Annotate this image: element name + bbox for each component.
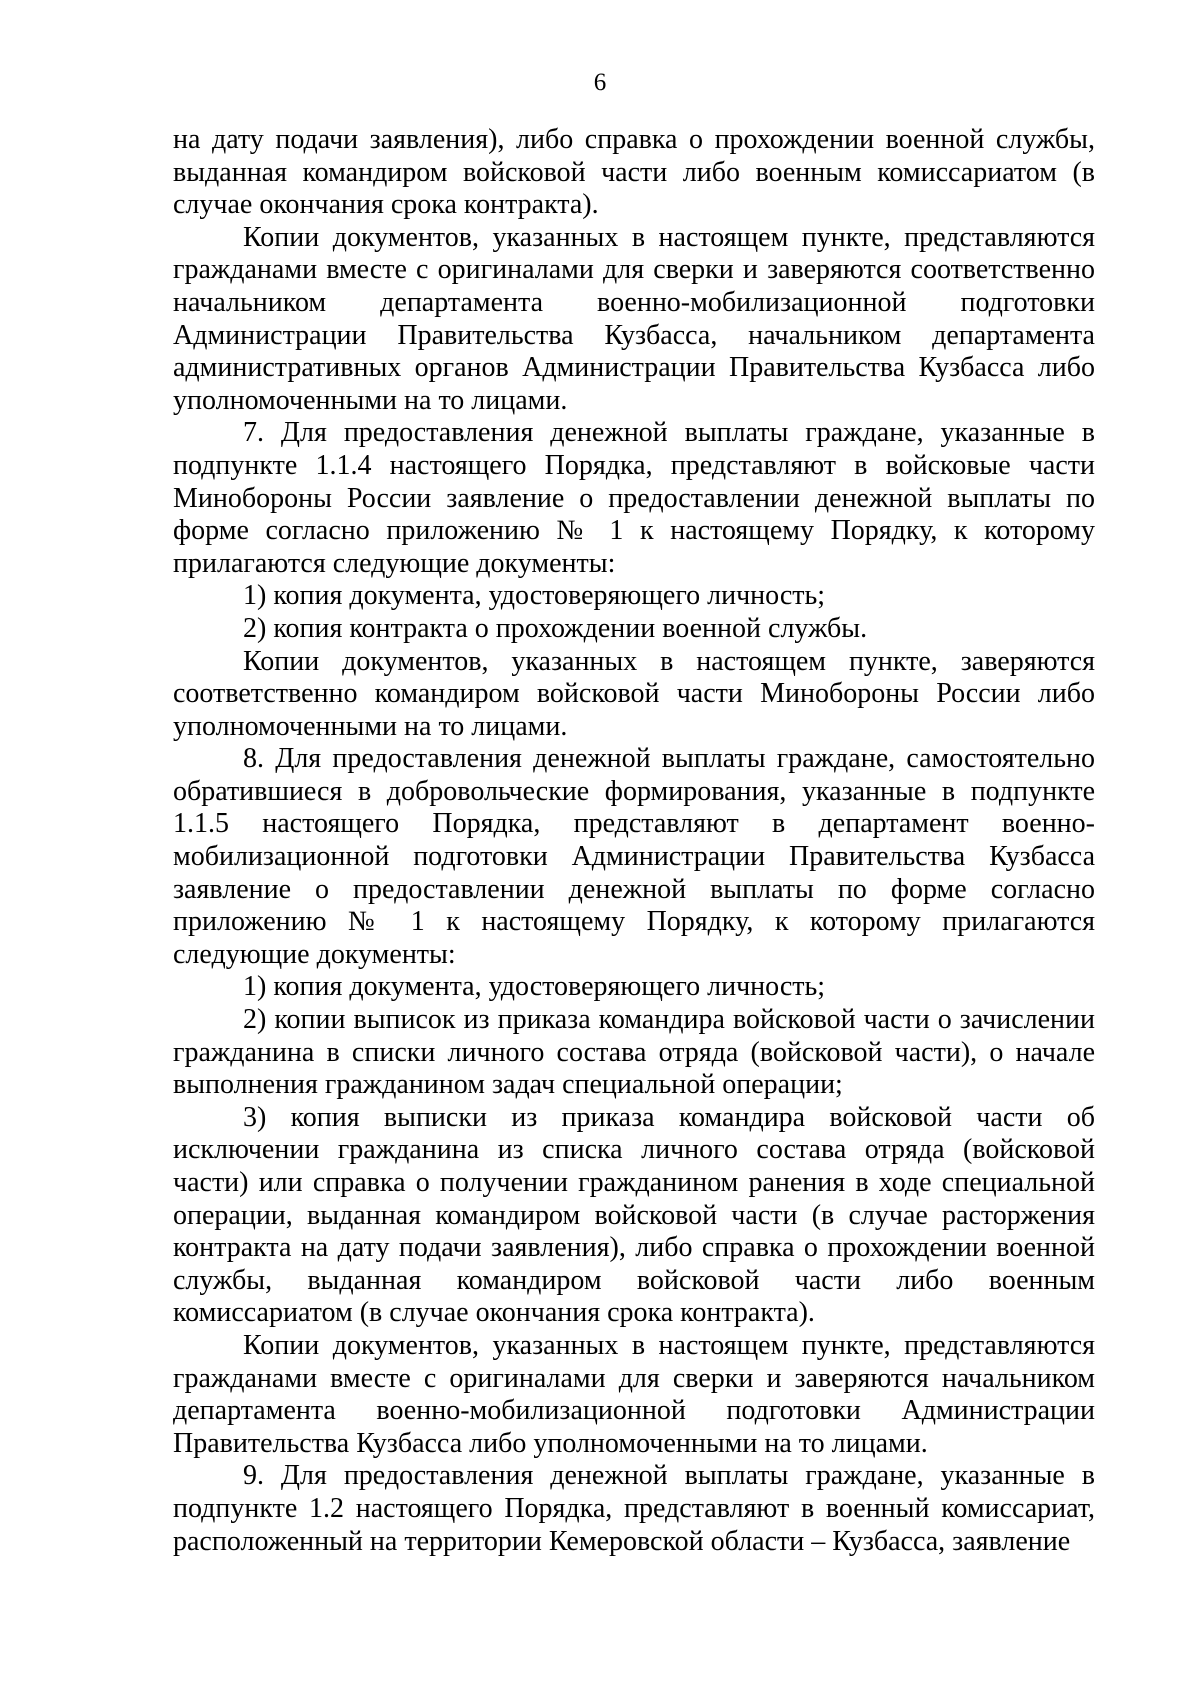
paragraph-item-8-copies: Копии документов, указанных в настоящем пункте, представляются гражданами вместе с оригиналами для сверки и заверяются начальником департамента военно-мобилизационной подготовки Администрации Правительства Кузбасса либо уполномоченными на то лицами. xyxy=(173,1329,1095,1459)
page-number: 6 xyxy=(593,69,607,96)
paragraph-item-7: 7. Для предоставления денежной выплаты граждане, указанные в подпункте 1.1.4 настоящего Порядка, представляют в войсковые части Минобороны России заявление о предоставлении денежной выплаты по форме согласно приложению № 1 к настоящему Порядку, к которому прилагаются следующие документы: xyxy=(173,417,1095,579)
list-item-8-1: 1) копия документа, удостоверяющего личность; xyxy=(243,971,826,1003)
list-item-8-2: 2) копии выписок из приказа командира войсковой части о зачислении гражданина в списки личного состава отряда (войсковой части), о начале выполнения гражданином задач специальной операции; xyxy=(173,1004,1095,1101)
paragraph-continuation: на дату подачи заявления), либо справка о прохождении военной службы, выданная командиром войсковой части либо военным комиссариатом (в случае окончания срока контракта). xyxy=(173,124,1095,221)
paragraph-copies-certification: Копии документов, указанных в настоящем пункте, представляются гражданами вместе с оригиналами для сверки и заверяются соответственно начальником департамента военно-мобилизационной подготовки Администрации Правительства Кузбасса, начальником департамента административных органов Администрации Правительства Кузбасса либо уполномоченными на то лицами. xyxy=(173,221,1095,416)
paragraph-item-8: 8. Для предоставления денежной выплаты граждане, самостоятельно обратившиеся в добровольческие формирования, указанные в подпункте 1.1.5 настоящего Порядка, представляют в департамент военно-мобилизационной подготовки Администрации Правительства Кузбасса заявление о предоставлении денежной выплаты по форме согласно приложению № 1 к настоящему Порядку, к которому прилагаются следующие документы: xyxy=(173,743,1095,970)
paragraph-item-9: 9. Для предоставления денежной выплаты граждане, указанные в подпункте 1.2 настоящего Порядка, представляют в военный комиссариат, расположенный на территории Кемеровской области – Кузбасса, заявление xyxy=(173,1460,1095,1557)
paragraph-item-7-copies: Копии документов, указанных в настоящем пункте, заверяются соответственно командиром войсковой части Минобороны России либо уполномоченными на то лицами. xyxy=(173,645,1095,742)
list-item-7-1: 1) копия документа, удостоверяющего личность; xyxy=(243,580,826,612)
list-item-8-3: 3) копия выписки из приказа командира войсковой части об исключении гражданина из списка личного состава отряда (войсковой части) или справка о получении гражданином ранения в ходе специальной операции, выданная командиром войсковой части (в случае расторжения контракта на дату подачи заявления), либо справка о прохождении военной службы, выданная командиром войсковой части либо военным комиссариатом (в случае окончания срока контракта). xyxy=(173,1101,1095,1329)
document-body xyxy=(173,124,1095,1558)
list-item-7-2: 2) копия контракта о прохождении военной службы. xyxy=(243,612,868,644)
